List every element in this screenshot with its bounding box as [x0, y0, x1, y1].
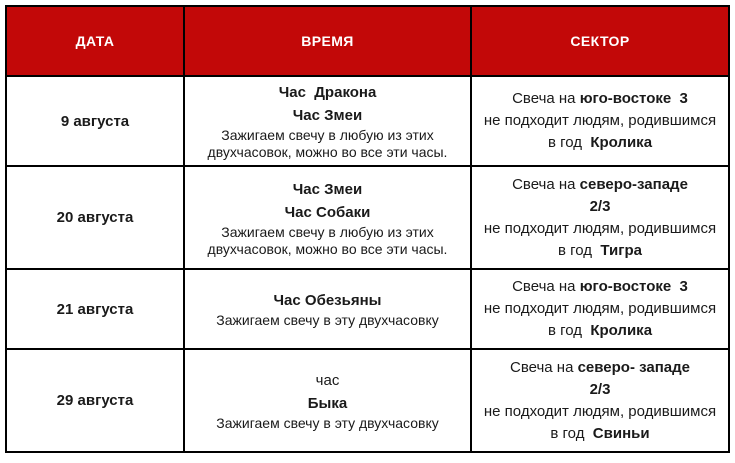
- regular-text: в год: [550, 424, 593, 442]
- text-line: [480, 423, 720, 445]
- text-line: [480, 240, 720, 262]
- date-cell: 20 августа: [6, 166, 184, 269]
- sector-cell: [471, 76, 729, 166]
- text-line: [193, 127, 462, 144]
- bold-text: Час Змеи: [292, 180, 363, 198]
- sector-cell: [471, 269, 729, 349]
- table-header: [6, 6, 729, 76]
- time-cell: [184, 349, 471, 452]
- date-cell: 21 августа: [6, 269, 184, 349]
- time-cell: [184, 76, 471, 166]
- bold-text: юго-востоке 3: [579, 90, 688, 107]
- bold-text: Час Змеи: [292, 107, 363, 124]
- regular-text: не подходит людям, родившимся: [483, 112, 717, 129]
- regular-text: двухчасовок, можно во все эти часы.: [207, 144, 448, 160]
- regular-text: Свеча на: [512, 278, 580, 295]
- bold-text: Час Дракона: [278, 84, 377, 101]
- candle-schedule: [5, 5, 730, 453]
- text-line: [193, 392, 462, 415]
- text-line: [480, 357, 720, 379]
- text-line: [193, 201, 462, 224]
- time-cell: [184, 269, 471, 349]
- bold-text: Час Обезьяны: [273, 292, 382, 309]
- text-line: [193, 104, 462, 127]
- date-cell: 29 августа: [6, 349, 184, 452]
- regular-text: в год: [558, 241, 601, 259]
- text-line: [193, 312, 462, 329]
- regular-text: двухчасовок, можно во все эти часы.: [207, 240, 448, 257]
- text-line: [480, 88, 720, 110]
- text-line: [193, 289, 462, 312]
- text-line: [480, 276, 720, 298]
- regular-text: Зажигаем свечу в эту двухчасовку: [216, 312, 439, 328]
- regular-text: час: [315, 372, 340, 389]
- bold-text: Кролика: [590, 322, 653, 339]
- bold-text: юго-востоке 3: [579, 278, 688, 295]
- text-line: [480, 110, 720, 132]
- text-line: [480, 320, 720, 342]
- time-cell: [184, 166, 471, 269]
- table-body: [6, 76, 729, 452]
- text-line: [193, 241, 462, 258]
- bold-text: Тигра: [600, 241, 642, 259]
- regular-text: в год: [547, 322, 591, 339]
- column-header-sector: СЕКТОР: [471, 6, 729, 76]
- bold-text: Свиньи: [592, 424, 650, 442]
- column-header-date: ДАТА: [6, 6, 184, 76]
- table-row: [6, 166, 729, 269]
- schedule-table: [5, 5, 730, 453]
- regular-text: в год: [547, 134, 591, 151]
- table-row: [6, 349, 729, 452]
- text-line: [193, 144, 462, 161]
- text-line: [480, 174, 720, 196]
- text-line: [480, 401, 720, 423]
- text-line: [193, 178, 462, 201]
- header-row: [6, 6, 729, 76]
- date-cell: 9 августа: [6, 76, 184, 166]
- text-line: [193, 224, 462, 241]
- bold-text: северо-западе: [579, 175, 688, 193]
- regular-text: не подходит людям, родившимся: [483, 402, 717, 420]
- bold-text: Кролика: [590, 134, 653, 151]
- regular-text: Свеча на: [512, 90, 580, 107]
- bold-text: 2/3: [589, 197, 611, 215]
- bold-text: 2/3: [589, 380, 611, 398]
- text-line: [193, 415, 462, 432]
- text-line: [193, 81, 462, 104]
- regular-text: Зажигаем свечу в эту двухчасовку: [216, 415, 439, 431]
- regular-text: Зажигаем свечу в любую из этих: [221, 127, 434, 143]
- text-line: [480, 298, 720, 320]
- bold-text: Быка: [307, 395, 348, 412]
- bold-text: северо- западе: [577, 358, 690, 376]
- regular-text: не подходит людям, родившимся: [483, 300, 717, 317]
- text-line: [480, 132, 720, 154]
- sector-cell: [471, 166, 729, 269]
- regular-text: Свеча на: [509, 358, 578, 376]
- regular-text: Зажигаем свечу в любую из этих: [221, 223, 434, 240]
- column-header-time: ВРЕМЯ: [184, 6, 471, 76]
- bold-text: Час Собаки: [284, 203, 371, 221]
- text-line: [480, 218, 720, 240]
- text-line: [480, 379, 720, 401]
- table-row: [6, 76, 729, 166]
- regular-text: Свеча на: [512, 175, 580, 193]
- text-line: [193, 369, 462, 392]
- regular-text: не подходит людям, родившимся: [483, 219, 717, 237]
- table-row: [6, 269, 729, 349]
- text-line: [480, 196, 720, 218]
- sector-cell: [471, 349, 729, 452]
